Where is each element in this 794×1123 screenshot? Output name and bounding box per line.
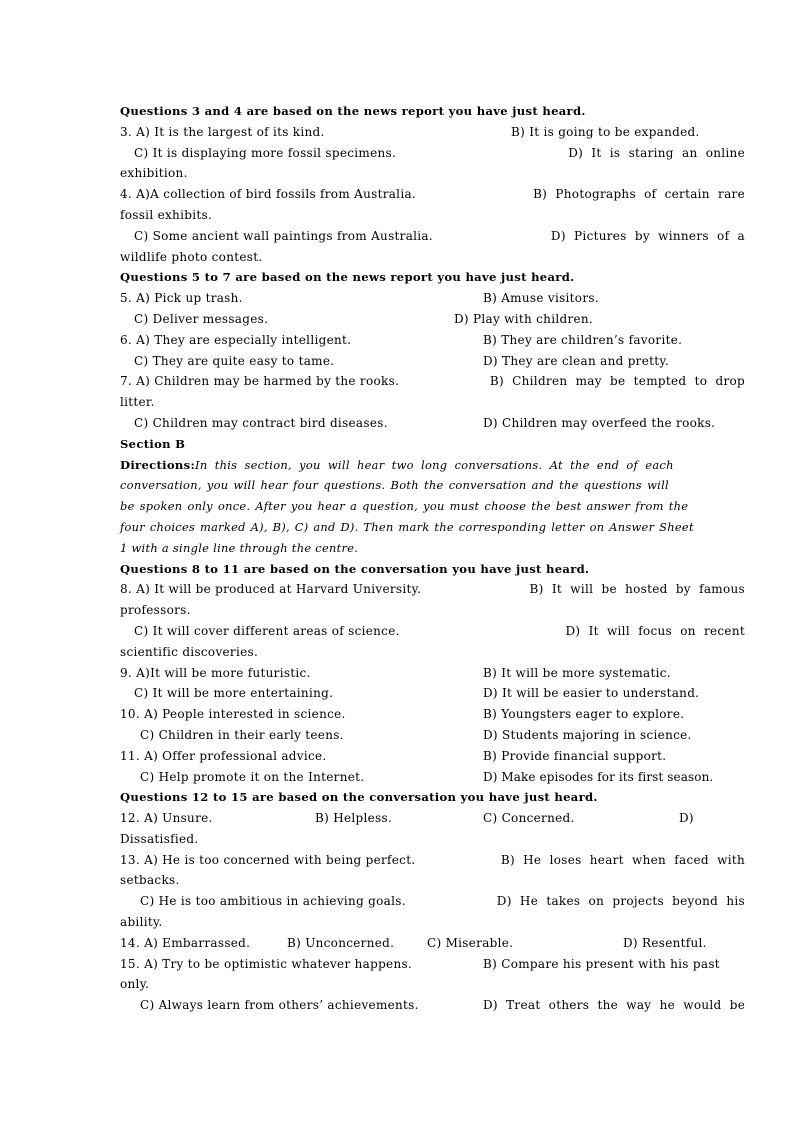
option-b: B) Children may be tempted to drop (489, 374, 745, 389)
option-b-continued: litter. (120, 395, 155, 410)
option-c: C) They are quite easy to tame. (134, 353, 335, 368)
question-13-row-2 (120, 891, 745, 912)
option-d-continued: wildlife photo contest. (120, 249, 263, 264)
question-7-row-1 (120, 371, 745, 392)
option-b: B) They are children’s favorite. (483, 332, 683, 347)
option-c: C) Concerned. (483, 811, 575, 826)
option-c: C) Miserable. (427, 935, 514, 950)
option-c: C) Always learn from others’ achievements. (140, 998, 419, 1013)
option-d: D) It will be easier to understand. (483, 686, 700, 701)
directions-text: In this section, you will hear two long conversations. At the end of each (195, 457, 674, 472)
question-8-row-1 (120, 579, 745, 600)
option-b: B) He loses heart when faced with (500, 852, 745, 867)
option-a: 5. A) Pick up trash. (120, 291, 243, 306)
option-d: D) He takes on projects beyond his (496, 894, 745, 909)
question-5-row-2 (120, 309, 745, 330)
option-d: D) Play with children. (454, 311, 594, 326)
option-c: C) Help promote it on the Internet. (140, 769, 365, 784)
question-10-row-2 (120, 725, 745, 746)
option-c: C) He is too ambitious in achieving goals. (140, 894, 406, 909)
question-13-row-1 (120, 850, 745, 871)
option-c: C) Children in their early teens. (140, 727, 344, 742)
section-heading: Questions 3 and 4 are based on the news report you have just heard. (120, 104, 586, 118)
section-heading: Questions 12 to 15 are based on the conversation you have just heard. (120, 790, 598, 805)
section-b-title: Section B (120, 436, 186, 451)
option-a: 3. A) It is the largest of its kind. (120, 124, 325, 139)
option-d-continued: ability. (120, 915, 163, 930)
option-a: 12. A) Unsure. (120, 811, 213, 826)
option-a: 15. A) Try to be optimistic whatever happens. (120, 956, 413, 971)
option-d-continued: Dissatisfied. (120, 831, 199, 846)
question-10-row-1 (120, 704, 745, 725)
question-6-row-1 (120, 330, 745, 351)
exam-page (120, 101, 745, 1016)
option-c: C) It will be more entertaining. (134, 686, 334, 701)
option-c: C) Deliver messages. (134, 311, 269, 326)
option-a: 9. A)It will be more futuristic. (120, 665, 311, 680)
question-11-row-2 (120, 767, 745, 788)
option-b: B) It will be hosted by famous (529, 582, 745, 597)
option-d: D) Make episodes for its first season. (483, 769, 714, 784)
option-a: 10. A) People interested in science. (120, 707, 346, 722)
option-b-continued: fossil exhibits. (120, 207, 213, 222)
option-a: 6. A) They are especially intelligent. (120, 332, 352, 347)
question-4-row-2 (120, 226, 745, 247)
question-6-row-2 (120, 351, 745, 372)
option-d: D) It is staring an online (568, 145, 745, 160)
option-a: 7. A) Children may be harmed by the rooks. (120, 374, 400, 389)
option-b: B) Unconcerned. (287, 935, 395, 950)
question-7-row-2 (120, 413, 745, 434)
question-9-row-1 (120, 663, 745, 684)
directions-line-3: be spoken only once. After you hear a question, you must choose the best answer from the (120, 499, 689, 514)
option-a: 14. A) Embarrassed. (120, 935, 251, 950)
question-11-row-1 (120, 746, 745, 767)
option-b: B) Provide financial support. (483, 748, 667, 763)
option-b: B) Amuse visitors. (483, 291, 599, 306)
question-14-row-1 (120, 933, 745, 954)
option-b: B) Photographs of certain rare (533, 187, 745, 202)
question-3-row-1 (120, 122, 745, 143)
question-3-row-2 (120, 143, 745, 164)
option-c: C) Children may contract bird diseases. (134, 415, 388, 430)
option-d: D) Pictures by winners of a (550, 228, 745, 243)
directions-label: Directions: (120, 457, 196, 472)
question-12-row-1 (120, 808, 745, 829)
option-d-continued: scientific discoveries. (120, 644, 259, 659)
option-d: D) (679, 811, 694, 826)
section-heading: Questions 5 to 7 are based on the news report you have just heard. (120, 270, 575, 285)
option-a: 4. A)A collection of bird fossils from Australia. (120, 187, 417, 202)
section-heading: Questions 8 to 11 are based on the conversation you have just heard. (120, 561, 590, 576)
question-15-row-1 (120, 954, 745, 975)
option-d-continued: exhibition. (120, 166, 188, 181)
option-d: D) It will focus on recent (565, 623, 745, 638)
option-b-continued: only. (120, 977, 150, 992)
directions-line-1 (120, 455, 745, 476)
option-a: 13. A) He is too concerned with being perfect. (120, 852, 416, 867)
option-b: B) Compare his present with his past (483, 956, 720, 971)
option-b: B) Helpless. (315, 811, 393, 826)
question-15-row-2 (120, 995, 745, 1016)
option-b: B) Youngsters eager to explore. (483, 707, 685, 722)
question-8-row-2 (120, 621, 745, 642)
option-c: C) It will cover different areas of science. (134, 623, 400, 638)
option-d: D) Students majoring in science. (483, 727, 692, 742)
directions-line-2: conversation, you will hear four questions. Both the conversation and the questions will (120, 478, 669, 493)
option-b-continued: professors. (120, 603, 191, 618)
option-d: D) Children may overfeed the rooks. (483, 415, 716, 430)
directions-line-5: 1 with a single line through the centre. (120, 540, 359, 555)
option-b: B) It will be more systematic. (483, 665, 671, 680)
option-b: B) It is going to be expanded. (511, 124, 700, 139)
question-4-row-1 (120, 184, 745, 205)
directions-line-4: four choices marked A), B), C) and D). Then mark the corresponding letter on Answer Sheet (120, 519, 694, 534)
question-9-row-2 (120, 683, 745, 704)
option-c: C) Some ancient wall paintings from Australia. (134, 228, 433, 243)
question-5-row-1 (120, 288, 745, 309)
option-d: D) Resentful. (623, 935, 707, 950)
option-a: 11. A) Offer professional advice. (120, 748, 327, 763)
option-b-continued: setbacks. (120, 873, 180, 888)
option-d: D) Treat others the way he would be (483, 998, 746, 1013)
option-d: D) They are clean and pretty. (483, 353, 669, 368)
option-c: C) It is displaying more fossil specimens. (134, 145, 397, 160)
option-a: 8. A) It will be produced at Harvard University. (120, 582, 422, 597)
